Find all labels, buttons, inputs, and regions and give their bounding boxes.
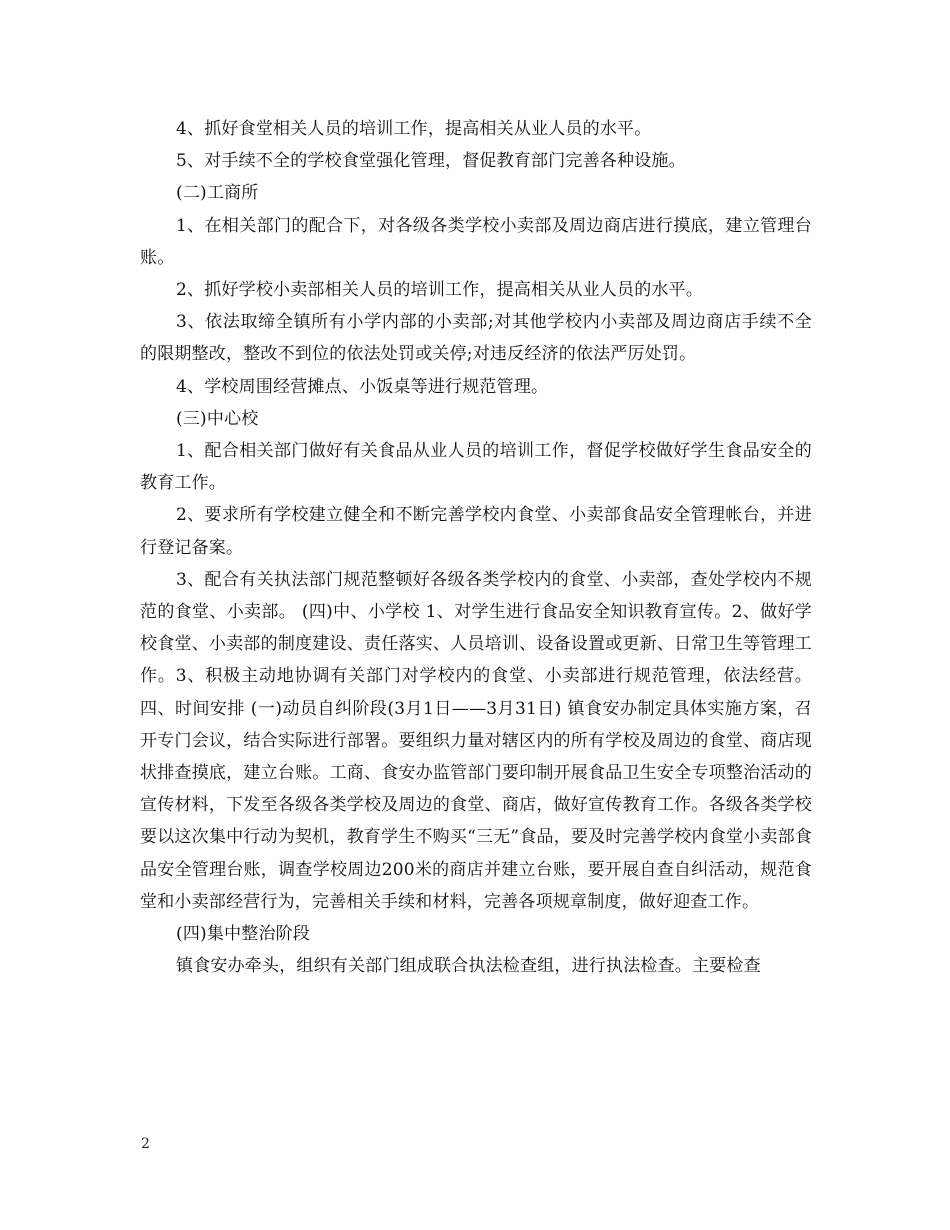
- paragraph-item-1-education: 1、配合相关部门做好有关食品从业人员的培训工作，督促学校做好学生食品安全的教育工作。: [140, 441, 812, 494]
- paragraph-item-3-ban-shops: 3、依法取缔全镇所有小学内部的小卖部;对其他学校内小卖部及周边商店手续不全的限期整改，整改不到位的依法处罚或关停;对违反经济的依法严厉处罚。: [140, 312, 812, 365]
- paragraph-item-1-survey: 1、在相关部门的配合下，对各级各类学校小卖部及周边商店进行摸底，建立管理台账。: [140, 215, 812, 268]
- page-number: 2: [141, 1136, 150, 1152]
- paragraph-item-4-stalls: 4、学校周围经营摊点、小饭桌等进行规范管理。: [176, 376, 549, 397]
- document-body: [140, 113, 812, 982]
- paragraph-item-5-canteen-management: 5、对手续不全的学校食堂强化管理，督促教育部门完善各种设施。: [176, 151, 686, 172]
- section-heading-central-school: (三)中心校: [176, 408, 259, 429]
- paragraph-item-4-training: 4、抓好食堂相关人员的培训工作，提高相关从业人员的水平。: [176, 119, 652, 139]
- paragraph-item-2-ledger: 2、要求所有学校建立健全和不断完善学校内食堂、小卖部食品安全管理帐台，并进行登记备案。: [140, 505, 812, 558]
- section-heading-concentrated-rectification: (四)集中整治阶段: [176, 924, 311, 945]
- paragraph-item-2-shop-training: 2、抓好学校小卖部相关人员的培训工作，提高相关从业人员的水平。: [176, 280, 704, 301]
- paragraph-item-3-schedule: 3、配合有关执法部门规范整顿好各级各类学校内的食堂、小卖部，查处学校内不规范的食堂、小卖部。 (四)中、小学校 1、对学生进行食品安全知识教育宣传。2、做好学校食堂、小卖部的制度建设、责任落实、人员培训、设备设置或更新、日常卫生等管理工作。3、积极主动地协调有关部门对学校内的食堂、小卖部进行规范管理，依法经营。 四、时间安排 (一)动员自纠阶段(3月1日——3月31日) 镇食安办制定具体实施方案，召开专门会议，结合实际进行部署。要组织力量对辖区内的所有学校及周边的食堂、商店现状排查摸底，建立台账。工商、食安办监管部门要印制开展食品卫生安全专项整治活动的宣传材料，下发至各级各类学校及周边的食堂、商店，做好宣传教育工作。各级各类学校要以这次集中行动为契机，教育学生不购买“三无”食品，要及时完善学校内食堂小卖部食品安全管理台账，调查学校周边200米的商店并建立台账，要开展自查自纠活动，规范食堂和小卖部经营行为，完善相关手续和材料，完善各项规章制度，做好迎查工作。: [140, 569, 812, 912]
- paragraph-inspection: 镇食安办牵头，组织有关部门组成联合执法检查组，进行执法检查。主要检查: [176, 956, 761, 977]
- section-heading-commerce-office: (二)工商所: [176, 183, 259, 204]
